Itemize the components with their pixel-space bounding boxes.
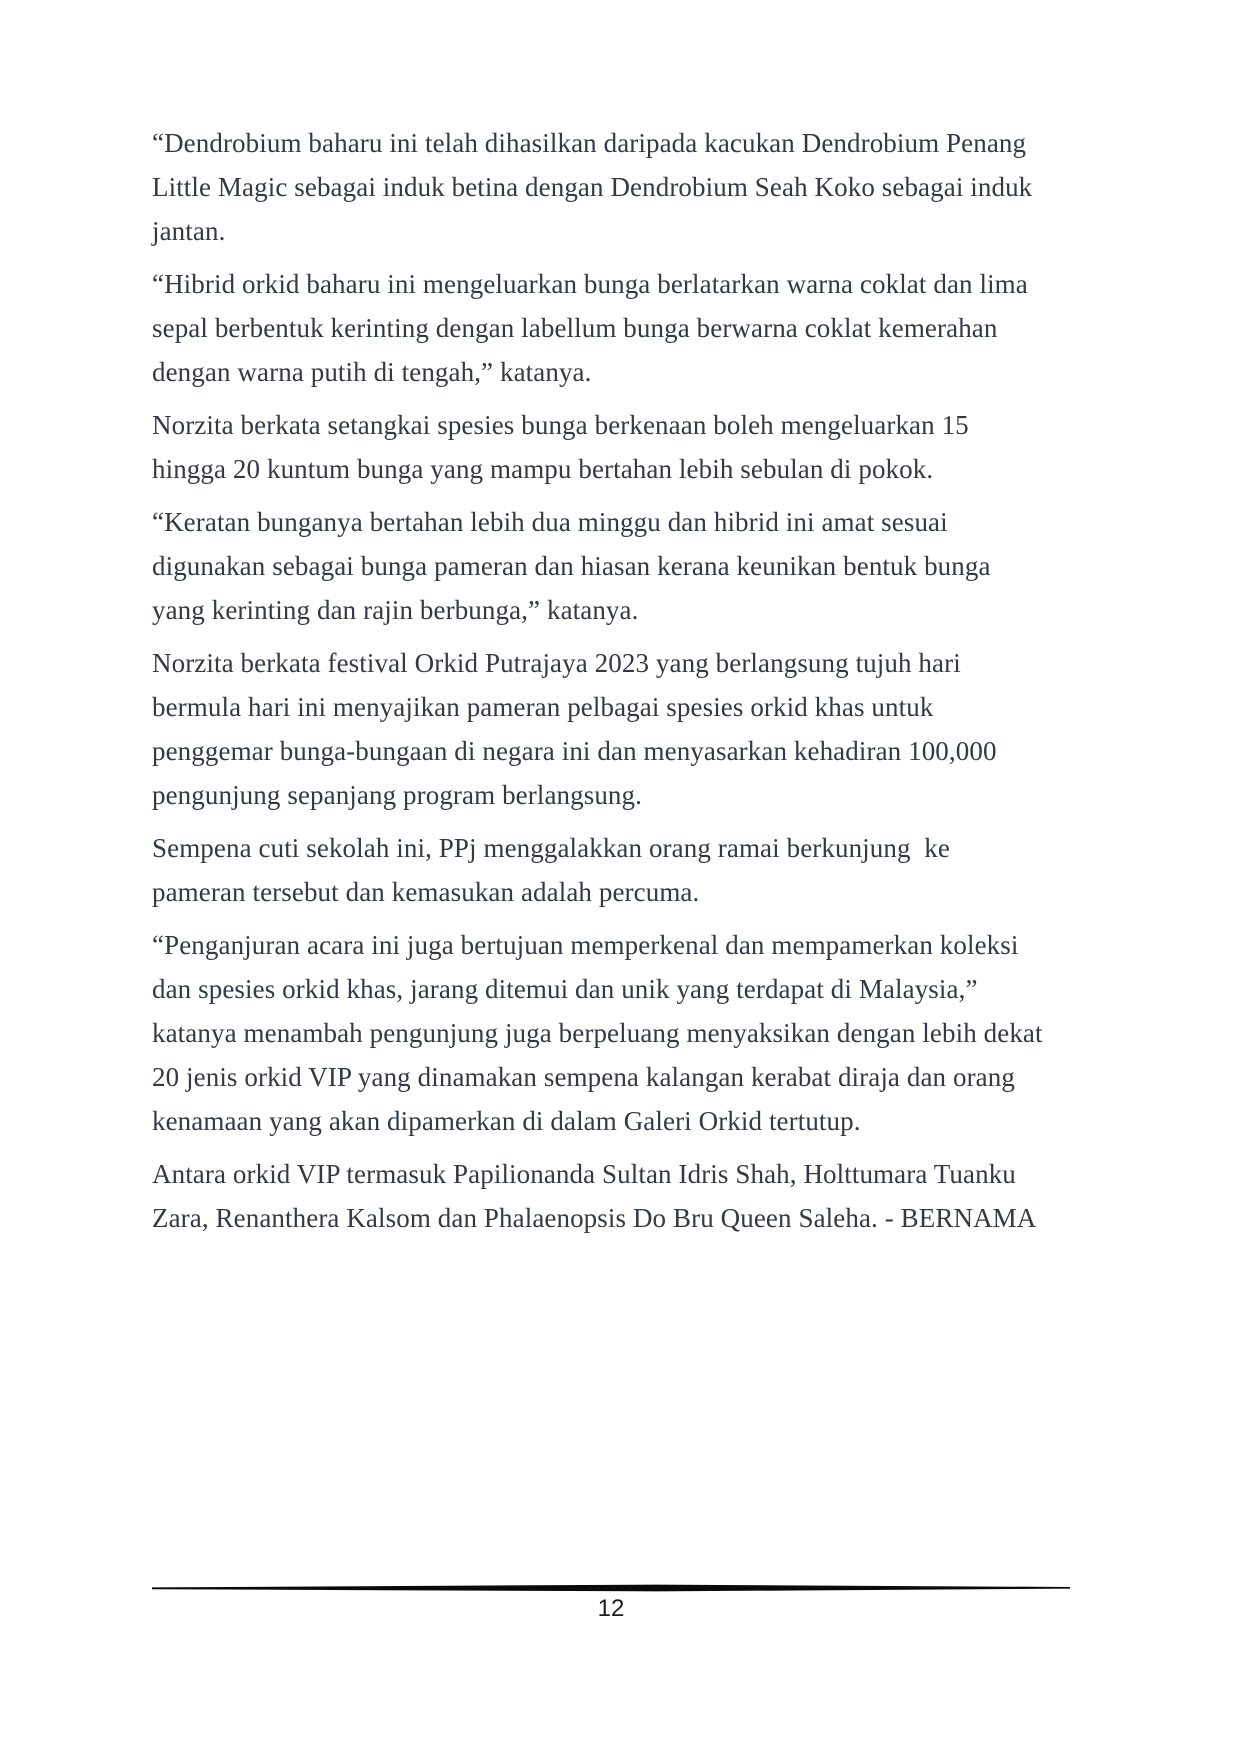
footer-rule xyxy=(152,1584,1070,1593)
page-footer xyxy=(152,1584,1070,1623)
paragraph: Norzita berkata festival Orkid Putrajaya 2023 yang berlangsung tujuh hari bermula hari ini menyajikan pameran pelbagai spesies orkid khas untuk penggemar bunga-bungaan di negara ini dan menyasarkan kehadiran 100,000 pengunjung sepanjang program berlangsung. xyxy=(152,648,1004,810)
article-body xyxy=(152,121,1050,1249)
page-number: 12 xyxy=(597,1595,625,1622)
paragraph: “Keratan bunganya bertahan lebih dua minggu dan hibrid ini amat sesuai digunakan sebagai bunga pameran dan hiasan kerana keunikan bentuk bunga yang kerinting dan rajin berbunga,” katanya. xyxy=(152,507,998,625)
paragraph: Norzita berkata setangkai spesies bunga berkenaan boleh mengeluarkan 15 hingga 20 kuntum bunga yang mampu bertahan lebih sebulan di pokok. xyxy=(152,410,976,484)
paragraph: Sempena cuti sekolah ini, PPj menggalakkan orang ramai berkunjung ke pameran tersebut dan kemasukan adalah percuma. xyxy=(152,833,957,907)
paragraph: “Penganjuran acara ini juga bertujuan memperkenal dan mempamerkan koleksi dan spesies orkid khas, jarang ditemui dan unik yang terdapat di Malaysia,” katanya menambah pengunjung juga berpeluang menyaksikan dengan lebih dekat 20 jenis orkid VIP yang dinamakan sempena kalangan kerabat diraja dan orang kenamaan yang akan dipamerkan di dalam Galeri Orkid tertutup. xyxy=(152,930,1050,1136)
paragraph: “Hibrid orkid baharu ini mengeluarkan bunga berlatarkan warna coklat dan lima sepal berbentuk kerinting dengan labellum bunga berwarna coklat kemerahan dengan warna putih di tengah,” katanya. xyxy=(152,269,1035,387)
paragraph: Antara orkid VIP termasuk Papilionanda Sultan Idris Shah, Holttumara Tuanku Zara, Renanthera Kalsom dan Phalaenopsis Do Bru Queen Saleha. - BERNAMA xyxy=(152,1159,1037,1233)
paragraph: “Dendrobium baharu ini telah dihasilkan daripada kacukan Dendrobium Penang Little Magic sebagai induk betina dengan Dendrobium Seah Koko sebagai induk jantan. xyxy=(152,128,1040,246)
